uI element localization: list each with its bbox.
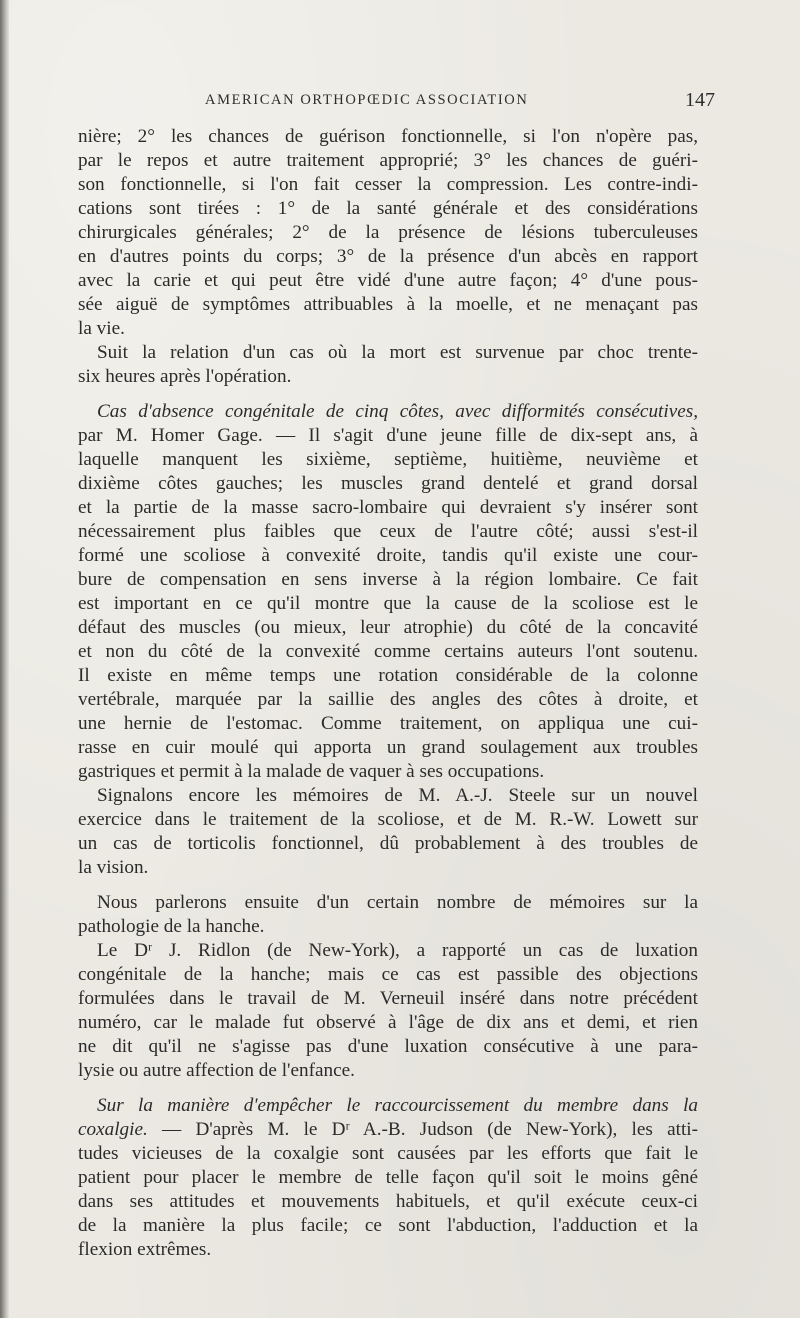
text-fragment: — D'après M. le Dʳ A.-B. Judson (de New-York), les atti- xyxy=(147,1119,698,1140)
text-line: tudes vicieuses de la coxalgie sont causées par les efforts que fait le xyxy=(78,1143,698,1164)
text-line: par le repos et autre traitement approprié; 3° les chances de guéri- xyxy=(78,150,698,171)
text-line: lysie ou autre affection de l'enfance. xyxy=(78,1060,355,1081)
text-line: patient pour placer le membre de telle façon qu'il soit le moins gêné xyxy=(78,1167,698,1188)
text-line: rasse en cuir moulé qui apporta un grand soulagement aux troubles xyxy=(78,737,698,758)
body-text xyxy=(78,125,698,1262)
text-line: un cas de torticolis fonctionnel, dû probablement à des troubles de xyxy=(78,833,698,854)
text-line: une hernie de l'estomac. Comme traitement, on appliqua une cui- xyxy=(78,713,698,734)
text-line: est important en ce qu'il montre que la cause de la scoliose est le xyxy=(78,593,698,614)
section-title: Sur la manière d'empêcher le raccourcissement du membre dans la xyxy=(97,1095,698,1116)
text-line: la vision. xyxy=(78,857,149,878)
text-line: nécessairement plus faibles que ceux de l'autre côté; aussi s'est-il xyxy=(78,521,698,542)
section-gap xyxy=(78,880,698,891)
text-line: Nous parlerons ensuite d'un certain nombre de mémoires sur la xyxy=(97,892,698,913)
text-line: défaut des muscles (ou mieux, leur atrophie) du côté de la concavité xyxy=(78,617,698,638)
text-line: nière; 2° les chances de guérison fonctionnelle, si l'on n'opère pas, xyxy=(78,126,698,147)
text-line: ne dit qu'il ne s'agisse pas d'une luxation consécutive à une para- xyxy=(78,1036,698,1057)
text-line: avec la carie et qui peut être vidé d'une autre façon; 4° d'une pous- xyxy=(78,270,698,291)
text-line: vertébrale, marquée par la saillie des angles des côtes à droite, et xyxy=(78,689,698,710)
section-gap xyxy=(78,1083,698,1094)
text-line: sée aiguë de symptômes attribuables à la moelle, et ne menaçant pas xyxy=(78,294,698,315)
text-line: cations sont tirées : 1° de la santé générale et des considérations xyxy=(78,198,698,219)
text-line: exercice dans le traitement de la scoliose, et de M. R.-W. Lowett sur xyxy=(78,809,698,830)
text-line: formulées dans le travail de M. Verneuil inséré dans notre précédent xyxy=(78,988,698,1009)
text-line: et non du côté de la convexité comme certains auteurs l'ont soutenu. xyxy=(78,641,698,662)
section-gap xyxy=(78,389,698,400)
text-line: congénitale de la hanche; mais ce cas est passible des objections xyxy=(78,964,698,985)
text-line: gastriques et permit à la malade de vaquer à ses occupations. xyxy=(78,761,545,782)
text-line: son fonctionnelle, si l'on fait cesser la compression. Les contre-indi- xyxy=(78,174,698,195)
text-line: en d'autres points du corps; 3° de la présence d'un abcès en rapport xyxy=(78,246,698,267)
text-line: Signalons encore les mémoires de M. A.-J. Steele sur un nouvel xyxy=(97,785,698,806)
text-line: Suit la relation d'un cas où la mort est survenue par choc trente- xyxy=(97,342,698,363)
text-line: et la partie de la masse sacro-lombaire qui devraient s'y insérer sont xyxy=(78,497,698,518)
text-line: dixième côtes gauches; les muscles grand dentelé et grand dorsal xyxy=(78,473,698,494)
text-line: six heures après l'opération. xyxy=(78,366,292,387)
section-title-continued: coxalgie. xyxy=(78,1119,148,1140)
text-line: par M. Homer Gage. — Il s'agit d'une jeune fille de dix-sept ans, à xyxy=(78,425,698,446)
binding-gutter xyxy=(0,0,9,1318)
text-line: bure de compensation en sens inverse à la région lombaire. Ce fait xyxy=(78,569,698,590)
text-line: dans ses attitudes et mouvements habituels, et qu'il exécute ceux-ci xyxy=(78,1191,698,1212)
text-line: de la manière la plus facile; ce sont l'abduction, l'adduction et la xyxy=(78,1215,698,1236)
page-number: 147 xyxy=(685,89,715,111)
text-line xyxy=(78,1118,698,1142)
text-line: Le Dʳ J. Ridlon (de New-York), a rapporté un cas de luxation xyxy=(97,940,698,961)
running-head xyxy=(205,89,715,116)
text-line: flexion extrêmes. xyxy=(78,1239,212,1260)
running-title: AMERICAN ORTHOPŒDIC ASSOCIATION xyxy=(205,92,529,108)
text-line: laquelle manquent les sixième, septième, huitième, neuvième et xyxy=(78,449,698,470)
text-line: formé une scoliose à convexité droite, tandis qu'il existe une cour- xyxy=(78,545,698,566)
text-line: chirurgicales générales; 2° de la présence de lésions tuberculeuses xyxy=(78,222,698,243)
text-line: pathologie de la hanche. xyxy=(78,916,265,937)
text-line: Il existe en même temps une rotation considérable de la colonne xyxy=(78,665,698,686)
text-line: numéro, car le malade fut observé à l'âge de dix ans et demi, et rien xyxy=(78,1012,698,1033)
section-title: Cas d'absence congénitale de cinq côtes, avec difformités consécutives, xyxy=(97,401,698,422)
text-line: la vie. xyxy=(78,318,125,339)
